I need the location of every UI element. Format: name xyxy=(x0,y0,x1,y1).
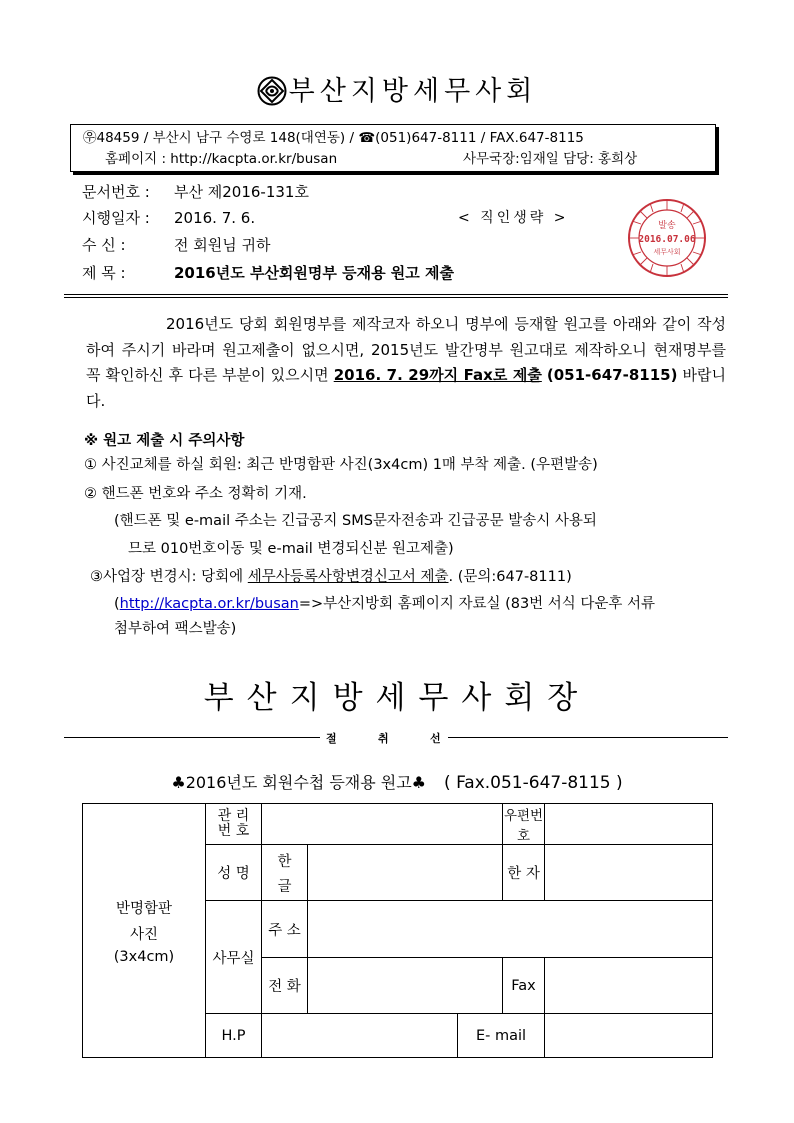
postal-code-label: 우편번호 xyxy=(503,804,545,845)
phone-label: 전 화 xyxy=(262,958,308,1014)
notes-heading: ※ 원고 제출 시 주의사항 xyxy=(84,433,245,449)
office-label: 사무실 xyxy=(206,901,262,1014)
address-box xyxy=(70,124,716,172)
recipient-label: 수 신 : xyxy=(82,236,126,254)
note-item-3-sub1 xyxy=(114,593,655,615)
note-item-1: ① 사진교체를 하실 회원: 최근 반명함판 사진(3x4cm) 1매 부착 제출. (우편발송) xyxy=(84,457,598,473)
subject-label: 제 목 : xyxy=(82,264,126,282)
date-row xyxy=(82,207,255,229)
hp-field[interactable] xyxy=(262,1014,458,1058)
separator-double-rule xyxy=(64,294,728,298)
name-hangul-field[interactable] xyxy=(308,845,503,901)
mgmt-no-label-2: 번 호 xyxy=(217,823,250,839)
homepage-link[interactable]: http://kacpta.or.kr/busan xyxy=(119,596,299,612)
cut-line xyxy=(64,730,728,746)
hp-label: H.P xyxy=(206,1014,262,1058)
doc-number: 부산 제2016-131호 xyxy=(174,183,309,201)
seal-top-text: 발송 xyxy=(658,221,676,231)
cut-line-rule-right xyxy=(448,737,728,738)
subject: 2016년도 부산회원명부 등재용 원고 제출 xyxy=(174,264,454,282)
staff-line: 사무국장:임재일 담당: 홍희상 xyxy=(463,151,638,167)
submission-form xyxy=(82,803,713,1058)
form-fax: ( Fax.051-647-8115 ) xyxy=(444,773,623,793)
note-item-3-sub2: 첨부하여 팩스발송) xyxy=(114,621,237,637)
subject-row xyxy=(82,262,454,284)
form-title xyxy=(0,770,794,793)
email-label: E- mail xyxy=(458,1014,545,1058)
note-item-2-sub2: 므로 010번호이동 및 e-mail 변경되신분 원고제출) xyxy=(128,541,454,557)
photo-label-3: (3x4cm) xyxy=(113,948,175,965)
note-item-3-form: 세무사등록사항변경신고서 제출 xyxy=(247,569,449,585)
association-logo-icon xyxy=(257,76,287,118)
note-item-2: ② 핸드폰 번호와 주소 정확히 기재. xyxy=(84,486,307,502)
seal-bottom-text: 세무사회 xyxy=(653,248,681,256)
seal-date: 2016.07.06 xyxy=(638,234,696,245)
address-label: 주 소 xyxy=(262,901,308,958)
phone-field[interactable] xyxy=(308,958,503,1014)
photo-cell[interactable] xyxy=(83,804,206,1058)
recipient-row xyxy=(82,234,270,256)
body-paragraph xyxy=(86,312,726,414)
email-field[interactable] xyxy=(545,1014,713,1058)
date-label: 시행일자 : xyxy=(82,209,150,227)
org-title xyxy=(0,72,794,118)
form-title-text: ♣2016년도 회원수첩 등재용 원고♣ xyxy=(171,773,427,792)
hangul-label-2: 글 xyxy=(277,878,292,895)
note-item-3-link-post: =>부산지방회 홈페이지 자료실 (83번 서식 다운후 서류 xyxy=(298,596,656,612)
note-item-3-pre: ③사업장 변경시: 당회에 xyxy=(90,569,248,585)
hangul-label xyxy=(262,845,308,901)
cut-line-char-1: 절 xyxy=(326,732,337,745)
doc-number-row xyxy=(82,181,309,203)
seal-omitted-note: < 직인생략 > xyxy=(458,210,569,226)
photo-label-1: 반명함판 xyxy=(115,900,173,917)
address-field[interactable] xyxy=(308,901,713,958)
photo-label-2: 사진 xyxy=(129,926,158,943)
org-name: 부산지방세무사회 xyxy=(288,76,538,107)
cut-line-rule-left xyxy=(64,737,320,738)
body-ending: 바랍니다. xyxy=(86,366,726,410)
fax-label: Fax xyxy=(503,958,545,1014)
fax-number: (051-647-8115) xyxy=(546,366,678,384)
note-item-3 xyxy=(90,566,572,588)
dispatch-seal xyxy=(626,197,708,283)
doc-number-label: 문서번호 : xyxy=(82,183,150,201)
hangul-label-1: 한 xyxy=(277,853,292,870)
body-text: 2016년도 당회 회원명부를 제작코자 하오니 명부에 등재할 원고를 아래와 같이 작성하여 주시기 바라며 원고제출이 없으시면, 2015년도 발간명부 원고대로 제작하오니 현재명부를 꼭 확인하신 후 다른 부분이 있으시면 xyxy=(86,315,726,384)
homepage-line: 홈페이지 : http://kacpta.or.kr/busan xyxy=(105,151,338,167)
deadline-text: 2016. 7. 29까지 Fax로 제출 xyxy=(333,366,542,384)
date-value: 2016. 7. 6. xyxy=(174,209,256,227)
mgmt-no-field[interactable] xyxy=(262,804,503,845)
recipient: 전 회원님 귀하 xyxy=(174,236,271,254)
note-item-3-post: . (문의:647-8111) xyxy=(448,569,572,585)
signature-title: 부산지방세무사회장 xyxy=(203,680,591,716)
address-line: ㉾48459 / 부산시 남구 수영로 148(대연동) / ☎(051)647-8111 / FAX.647-8115 xyxy=(83,130,584,146)
mgmt-no-label xyxy=(206,804,262,845)
note-item-3-paren: ( xyxy=(114,596,120,612)
mgmt-no-label-1: 관 리 xyxy=(217,808,250,824)
note-item-2-sub1: (핸드폰 및 e-mail 주소는 긴급공지 SMS문자전송과 긴급공문 발송시 사용되 xyxy=(114,513,597,529)
cut-line-char-3: 선 xyxy=(430,732,441,745)
cut-line-char-2: 취 xyxy=(378,732,389,745)
hanja-label: 한 자 xyxy=(503,845,545,901)
fax-field[interactable] xyxy=(545,958,713,1014)
name-hanja-field[interactable] xyxy=(545,845,713,901)
postal-code-field[interactable] xyxy=(545,804,713,845)
name-label: 성 명 xyxy=(206,845,262,901)
